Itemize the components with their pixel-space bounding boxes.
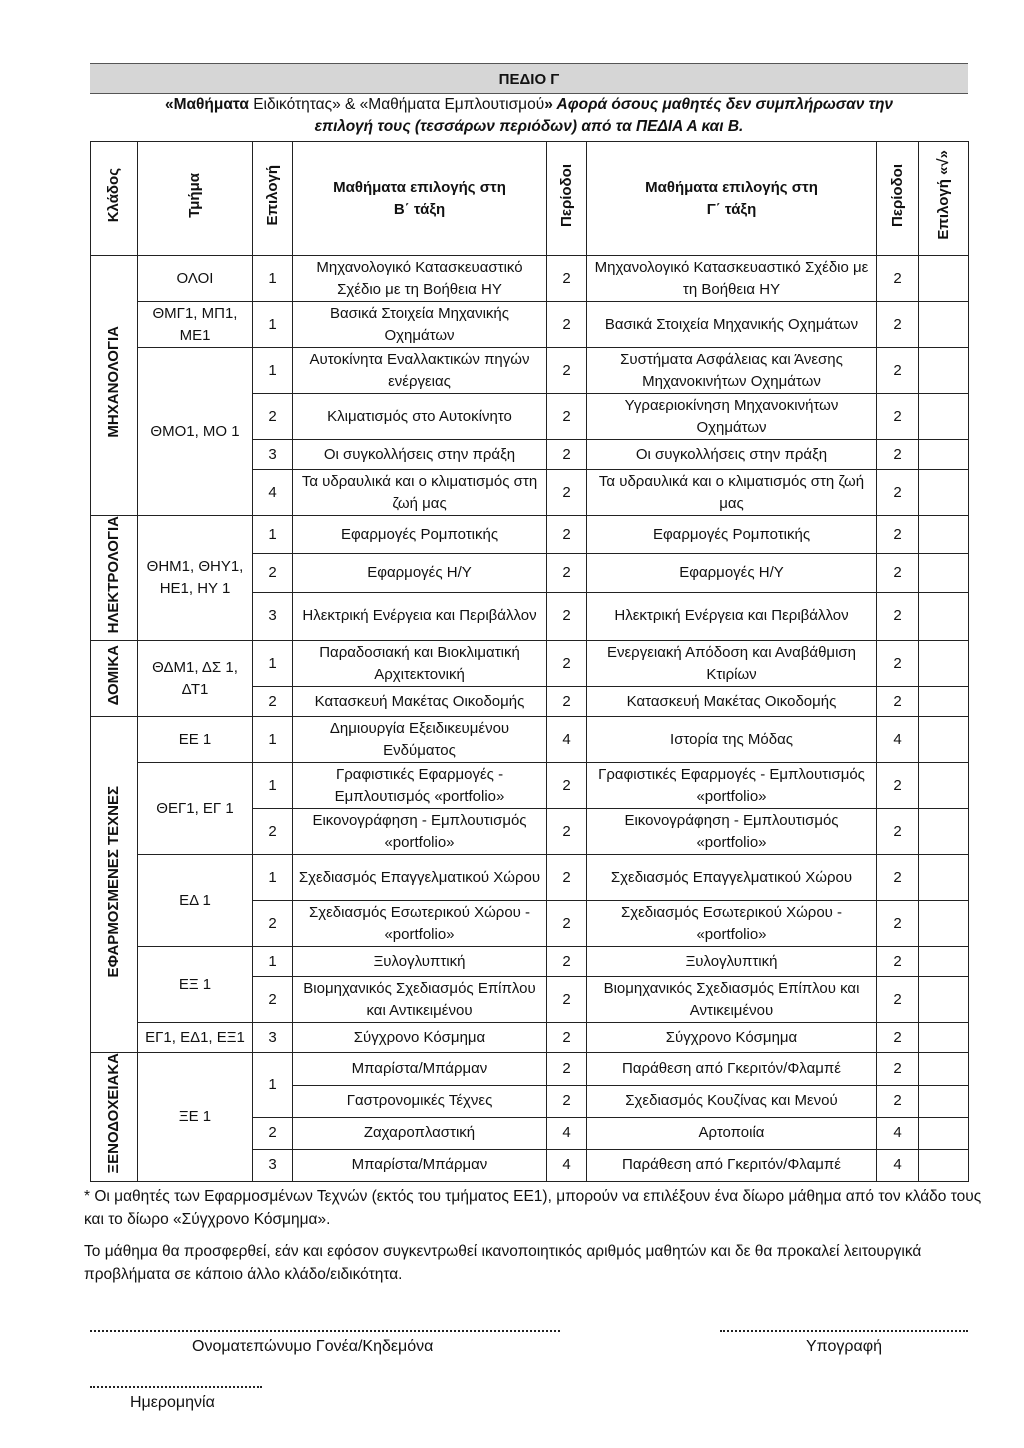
course-g-cell: Σχεδιασμός Επαγγελματικού Χώρου	[587, 855, 877, 901]
periods-b-cell: 2	[547, 348, 587, 394]
course-g-cell: Εφαρμογές Η/Υ	[587, 554, 877, 592]
periods-b-cell: 2	[547, 256, 587, 302]
table-row	[91, 641, 969, 687]
check-cell[interactable]	[919, 641, 969, 687]
periods-g-cell: 2	[877, 763, 919, 809]
course-b-cell: Μπαρίστα/Μπάρμαν	[293, 1053, 547, 1085]
course-b-cell: Σχεδιασμός Εσωτερικού Χώρου - «portfolio»	[293, 901, 547, 947]
table-body	[91, 256, 969, 1182]
department-cell: ΕΕ 1	[138, 717, 253, 763]
check-cell[interactable]	[919, 717, 969, 763]
course-g-cell: Βασικά Στοιχεία Μηχανικής Οχημάτων	[587, 302, 877, 348]
option-cell: 3	[253, 1023, 293, 1053]
department-cell: ΘΔΜ1, ΔΣ 1, ΔΤ1	[138, 641, 253, 717]
table-row	[91, 947, 969, 977]
course-g-cell: Εφαρμογές Ρομποτικής	[587, 516, 877, 554]
periods-b-cell: 2	[547, 1053, 587, 1085]
header-b-taxi: Μαθήματα επιλογής στη Β΄ τάξη	[293, 142, 547, 256]
periods-b-cell: 2	[547, 947, 587, 977]
check-cell[interactable]	[919, 1149, 969, 1181]
course-b-cell: Βασικά Στοιχεία Μηχανικής Οχημάτων	[293, 302, 547, 348]
header-check: Επιλογή «√»	[919, 142, 969, 256]
department-cell: ΕΔ 1	[138, 855, 253, 947]
periods-b-cell: 2	[547, 554, 587, 592]
periods-b-cell: 2	[547, 592, 587, 641]
periods-g-cell: 2	[877, 440, 919, 470]
course-b-cell: Παραδοσιακή και Βιοκλιματική Αρχιτεκτονική	[293, 641, 547, 687]
periods-g-cell: 2	[877, 687, 919, 717]
course-g-cell: Οι συγκολλήσεις στην πράξη	[587, 440, 877, 470]
course-b-cell: Γραφιστικές Εφαρμογές - Εμπλουτισμός «portfolio»	[293, 763, 547, 809]
check-cell[interactable]	[919, 1117, 969, 1149]
option-cell: 2	[253, 394, 293, 440]
table-row	[91, 855, 969, 901]
intro-part4: Αφορά όσους μαθητές δεν συμπλήρωσαν την	[552, 96, 894, 113]
course-b-cell: Εφαρμογές Η/Υ	[293, 554, 547, 592]
course-g-cell: Εικονογράφηση - Εμπλουτισμός «portfolio»	[587, 809, 877, 855]
check-cell[interactable]	[919, 855, 969, 901]
course-b-cell: Κλιματισμός στο Αυτοκίνητο	[293, 394, 547, 440]
periods-b-cell: 2	[547, 763, 587, 809]
periods-g-cell: 2	[877, 809, 919, 855]
periods-b-cell: 2	[547, 687, 587, 717]
department-cell: ΘΜΓ1, ΜΠ1, ΜΕ1	[138, 302, 253, 348]
periods-b-cell: 2	[547, 1085, 587, 1117]
department-cell: ΘΜΟ1, ΜΟ 1	[138, 348, 253, 516]
periods-g-cell: 2	[877, 470, 919, 516]
option-cell: 2	[253, 901, 293, 947]
check-cell[interactable]	[919, 592, 969, 641]
branch-cell	[91, 641, 138, 717]
header-row	[91, 142, 969, 256]
header-g-taxi: Μαθήματα επιλογής στη Γ΄ τάξη	[587, 142, 877, 256]
periods-g-cell: 2	[877, 901, 919, 947]
periods-b-cell: 2	[547, 302, 587, 348]
course-g-cell: Παράθεση από Γκεριτόν/Φλαμπέ	[587, 1053, 877, 1085]
check-cell[interactable]	[919, 256, 969, 302]
parent-name-line[interactable]	[90, 1330, 560, 1332]
parent-name-label: Ονοματεπώνυμο Γονέα/Κηδεμόνα	[192, 1338, 434, 1355]
department-cell: ΕΓ1, ΕΔ1, ΕΞ1	[138, 1023, 253, 1053]
date-line[interactable]	[90, 1386, 262, 1388]
option-cell: 2	[253, 1117, 293, 1149]
course-b-cell: Ζαχαροπλαστική	[293, 1117, 547, 1149]
periods-g-cell: 2	[877, 947, 919, 977]
notice: Το μάθημα θα προσφερθεί, εάν και εφόσον συγκεντρωθεί ικανοποιητικός αριθμός μαθητών και δε θα προκαλεί λειτουργικά προβλήματα σε κάποιο άλλο κλάδο/ειδικότητα.	[84, 1243, 922, 1283]
check-cell[interactable]	[919, 809, 969, 855]
option-cell: 1	[253, 1053, 293, 1117]
department-cell: ΞΕ 1	[138, 1053, 253, 1181]
course-g-cell: Ενεργειακή Απόδοση και Αναβάθμιση Κτιρίων	[587, 641, 877, 687]
course-g-cell: Παράθεση από Γκεριτόν/Φλαμπέ	[587, 1149, 877, 1181]
course-b-cell: Σύγχρονο Κόσμημα	[293, 1023, 547, 1053]
table-row	[91, 717, 969, 763]
table-row	[91, 763, 969, 809]
periods-b-cell: 2	[547, 809, 587, 855]
periods-b-cell: 2	[547, 394, 587, 440]
check-cell[interactable]	[919, 516, 969, 554]
course-g-cell: Ηλεκτρική Ενέργεια και Περιβάλλον	[587, 592, 877, 641]
course-g-cell: Τα υδραυλικά και ο κλιματισμός στη ζωή μας	[587, 470, 877, 516]
signature-label: Υπογραφή	[806, 1338, 883, 1355]
check-cell[interactable]	[919, 302, 969, 348]
option-cell: 3	[253, 1149, 293, 1181]
branch-label: ΗΛΕΚΤΡΟΛΟΓΙΑ	[105, 516, 122, 634]
periods-g-cell: 4	[877, 1117, 919, 1149]
check-cell[interactable]	[919, 348, 969, 394]
check-cell[interactable]	[919, 1053, 969, 1085]
option-cell: 3	[253, 592, 293, 641]
periods-b-cell: 4	[547, 1149, 587, 1181]
check-cell[interactable]	[919, 394, 969, 440]
course-g-cell: Σύγχρονο Κόσμημα	[587, 1023, 877, 1053]
course-b-cell: Εφαρμογές Ρομποτικής	[293, 516, 547, 554]
periods-g-cell: 4	[877, 717, 919, 763]
periods-g-cell: 2	[877, 302, 919, 348]
periods-b-cell: 2	[547, 516, 587, 554]
periods-g-cell: 2	[877, 592, 919, 641]
branch-label: ΜΗΧΑΝΟΛΟΓΙΑ	[105, 326, 122, 438]
check-cell[interactable]	[919, 901, 969, 947]
header-periodoi-b: Περίοδοι	[547, 142, 587, 256]
periods-b-cell: 2	[547, 901, 587, 947]
option-cell: 4	[253, 470, 293, 516]
course-g-cell: Γραφιστικές Εφαρμογές - Εμπλουτισμός «portfolio»	[587, 763, 877, 809]
periods-g-cell: 2	[877, 1085, 919, 1117]
table-row	[91, 1053, 969, 1085]
periods-g-cell: 2	[877, 394, 919, 440]
option-cell: 1	[253, 717, 293, 763]
option-cell: 3	[253, 440, 293, 470]
table-row	[91, 516, 969, 554]
department-cell: ΘΗΜ1, ΘΗΥ1, ΗΕ1, ΗΥ 1	[138, 516, 253, 641]
course-g-cell: Βιομηχανικός Σχεδιασμός Επίπλου και Αντικειμένου	[587, 977, 877, 1023]
course-g-cell: Ξυλογλυπτική	[587, 947, 877, 977]
periods-g-cell: 2	[877, 1053, 919, 1085]
header-periodoi-g: Περίοδοι	[877, 142, 919, 256]
branch-cell	[91, 256, 138, 516]
option-cell: 2	[253, 554, 293, 592]
footnote: * Οι μαθητές των Εφαρμοσμένων Τεχνών (εκτός του τμήματος ΕΕ1), μπορούν να επιλέξουν ένα δίωρο μάθημα από τον κλάδο τους και το δίωρο «Σύγχρονο Κόσμημα».	[84, 1188, 982, 1228]
option-cell: 1	[253, 855, 293, 901]
branch-cell	[91, 1053, 138, 1181]
check-cell[interactable]	[919, 977, 969, 1023]
option-cell: 2	[253, 687, 293, 717]
department-cell: ΟΛΟΙ	[138, 256, 253, 302]
course-b-cell: Δημιουργία Εξειδικευμένου Ενδύματος	[293, 717, 547, 763]
course-b-cell: Οι συγκολλήσεις στην πράξη	[293, 440, 547, 470]
intro-line2: επιλογή τους (τεσσάρων περιόδων) από τα ΠΕΔΙΑ Α και Β.	[314, 118, 744, 135]
periods-g-cell: 2	[877, 256, 919, 302]
courses-table	[90, 141, 969, 1182]
periods-g-cell: 2	[877, 554, 919, 592]
course-g-cell: Ιστορία της Μόδας	[587, 717, 877, 763]
course-b-cell: Ηλεκτρική Ενέργεια και Περιβάλλον	[293, 592, 547, 641]
branch-cell	[91, 717, 138, 1053]
course-g-cell: Κατασκευή Μακέτας Οικοδομής	[587, 687, 877, 717]
course-g-cell: Υγραεριοκίνηση Μηχανοκινήτων Οχημάτων	[587, 394, 877, 440]
course-g-cell: Αρτοποιία	[587, 1117, 877, 1149]
date-label: Ημερομηνία	[130, 1394, 215, 1411]
option-cell: 2	[253, 809, 293, 855]
course-b-cell: Σχεδιασμός Επαγγελματικού Χώρου	[293, 855, 547, 901]
header-tmima: Τμήμα	[138, 142, 253, 256]
course-b-cell: Εικονογράφηση - Εμπλουτισμός «portfolio»	[293, 809, 547, 855]
periods-b-cell: 2	[547, 855, 587, 901]
check-cell[interactable]	[919, 687, 969, 717]
option-cell: 1	[253, 302, 293, 348]
department-cell: ΕΞ 1	[138, 947, 253, 1023]
periods-b-cell: 2	[547, 641, 587, 687]
course-b-cell: Γαστρονομικές Τέχνες	[293, 1085, 547, 1117]
course-b-cell: Τα υδραυλικά και ο κλιματισμός στη ζωή μας	[293, 470, 547, 516]
course-b-cell: Κατασκευή Μακέτας Οικοδομής	[293, 687, 547, 717]
check-cell[interactable]	[919, 763, 969, 809]
intro-part3: »	[544, 96, 553, 113]
periods-b-cell: 2	[547, 440, 587, 470]
option-cell: 1	[253, 348, 293, 394]
table-row	[91, 348, 969, 394]
periods-g-cell: 2	[877, 348, 919, 394]
table-row	[91, 256, 969, 302]
table-row	[91, 1023, 969, 1053]
periods-b-cell: 2	[547, 977, 587, 1023]
branch-label: ΞΕΝΟΔΟΧΕΙΑΚΑ	[105, 1053, 122, 1174]
check-cell[interactable]	[919, 1023, 969, 1053]
course-b-cell: Βιομηχανικός Σχεδιασμός Επίπλου και Αντικειμένου	[293, 977, 547, 1023]
option-cell: 1	[253, 947, 293, 977]
periods-g-cell: 2	[877, 1023, 919, 1053]
branch-cell	[91, 516, 138, 641]
periods-g-cell: 2	[877, 641, 919, 687]
periods-b-cell: 4	[547, 1117, 587, 1149]
course-g-cell: Συστήματα Ασφάλειας και Άνεσης Μηχανοκινήτων Οχημάτων	[587, 348, 877, 394]
periods-g-cell: 2	[877, 516, 919, 554]
course-b-cell: Αυτοκίνητα Εναλλακτικών πηγών ενέργειας	[293, 348, 547, 394]
check-cell[interactable]	[919, 470, 969, 516]
course-g-cell: Μηχανολογικό Κατασκευαστικό Σχέδιο με τη Βοήθεια ΗΥ	[587, 256, 877, 302]
option-cell: 1	[253, 516, 293, 554]
periods-g-cell: 4	[877, 1149, 919, 1181]
option-cell: 1	[253, 256, 293, 302]
header-klados: Κλάδος	[91, 142, 138, 256]
option-cell: 1	[253, 763, 293, 809]
intro-part1: «Μαθήματα	[164, 96, 249, 113]
intro-part2: Ειδικότητας» & «Μαθήματα Εμπλουτισμού	[248, 96, 545, 113]
course-b-cell: Ξυλογλυπτική	[293, 947, 547, 977]
check-cell[interactable]	[919, 1085, 969, 1117]
department-cell: ΘΕΓ1, ΕΓ 1	[138, 763, 253, 855]
table-row	[91, 302, 969, 348]
course-b-cell: Μηχανολογικό Κατασκευαστικό Σχέδιο με τη Βοήθεια ΗΥ	[293, 256, 547, 302]
periods-b-cell: 4	[547, 717, 587, 763]
periods-b-cell: 2	[547, 470, 587, 516]
signature-line[interactable]	[720, 1330, 968, 1332]
branch-label: ΔΟΜΙΚΑ	[105, 645, 122, 706]
periods-g-cell: 2	[877, 855, 919, 901]
periods-g-cell: 2	[877, 977, 919, 1023]
periods-b-cell: 2	[547, 1023, 587, 1053]
check-cell[interactable]	[919, 947, 969, 977]
header-epilogi: Επιλογή	[253, 142, 293, 256]
section-intro	[90, 94, 968, 138]
branch-label: ΕΦΑΡΜΟΣΜΕΝΕΣ ΤΕΧΝΕΣ	[105, 785, 122, 978]
check-cell[interactable]	[919, 440, 969, 470]
option-cell: 1	[253, 641, 293, 687]
course-g-cell: Σχεδιασμός Κουζίνας και Μενού	[587, 1085, 877, 1117]
check-cell[interactable]	[919, 554, 969, 592]
option-cell: 2	[253, 977, 293, 1023]
course-g-cell: Σχεδιασμός Εσωτερικού Χώρου - «portfolio»	[587, 901, 877, 947]
section-banner: ΠΕΔΙΟ Γ	[90, 63, 968, 94]
course-b-cell: Μπαρίστα/Μπάρμαν	[293, 1149, 547, 1181]
